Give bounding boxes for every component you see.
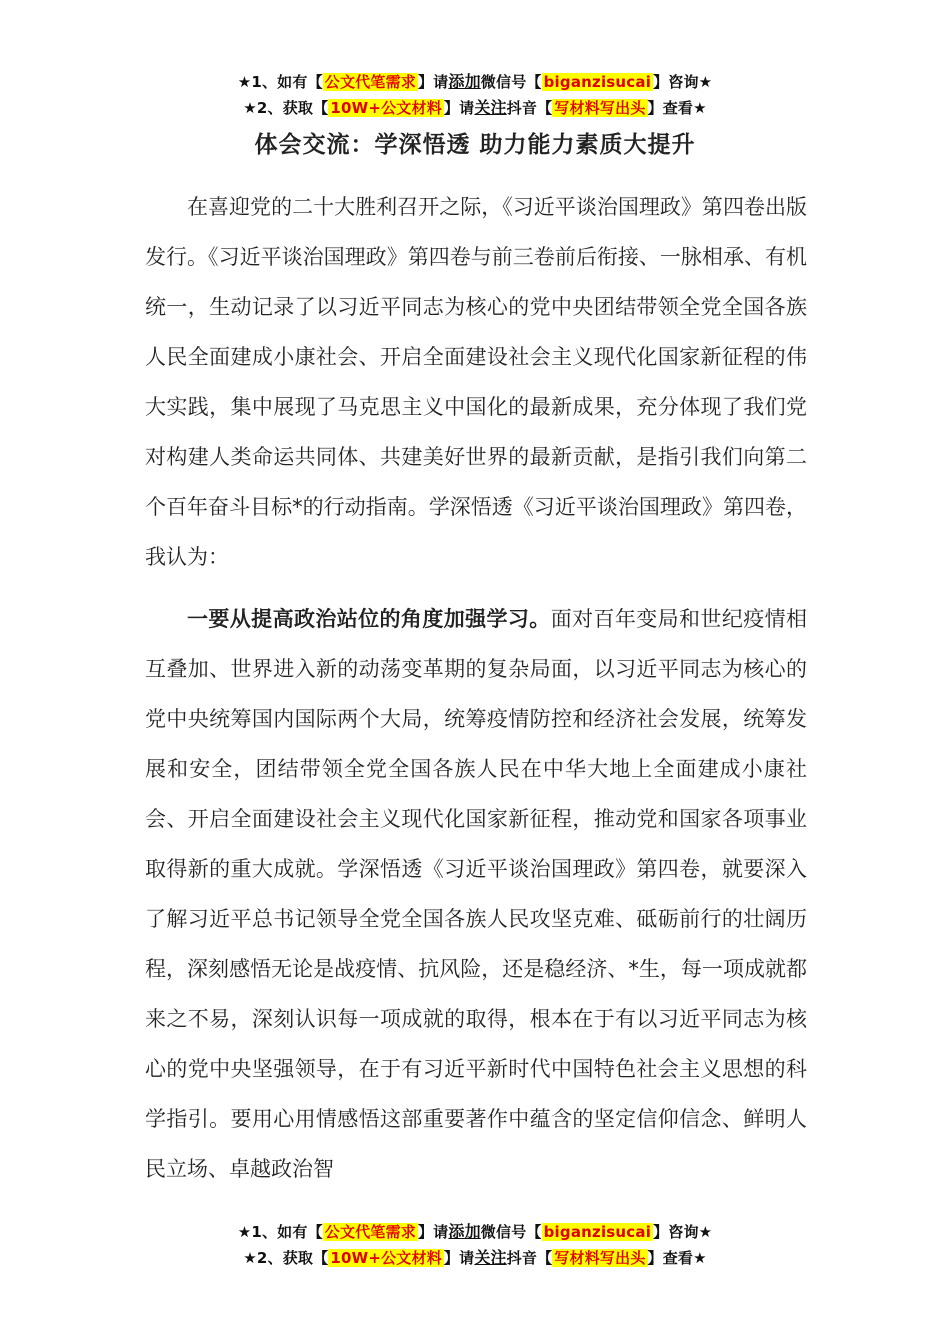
banner-text: 】请: [443, 1249, 475, 1267]
paragraph-point-one: [145, 594, 807, 1194]
banner-text: ★2、获取【: [243, 1249, 329, 1267]
banner-text: 】查看★: [647, 1249, 707, 1267]
banner-text: ★2、获取【: [243, 99, 329, 117]
highlight-wechat-id: biganzisucai: [543, 73, 652, 91]
document-title: 体会交流：学深悟透 助力能力素质大提升: [254, 132, 696, 158]
banner-text: 】咨询★: [653, 1223, 713, 1241]
banner-text: 】请: [417, 73, 449, 91]
banner-line-1: [0, 1219, 950, 1245]
banner-text: 微信号【: [480, 73, 542, 91]
highlight-account: 写材料写出头: [554, 1249, 646, 1267]
banner-text: ★1、如有【: [237, 73, 323, 91]
banner-text: 】请: [443, 99, 475, 117]
highlight-materials: 10W+公文材料: [330, 1249, 442, 1267]
banner-text: 】查看★: [647, 99, 707, 117]
emphasis-text: 添加: [448, 72, 481, 91]
banner-line-1: [0, 69, 950, 95]
highlight-wechat-id: biganzisucai: [543, 1223, 652, 1241]
paragraph-body: 面对百年变局和世纪疫情相互叠加、世界进入新的动荡变革期的复杂局面，以习近平同志为核心的党中央统筹国内国际两个大局，统筹疫情防控和经济社会发展，统筹发展和安全，团结带领全党全国各族人民在中华大地上全面建成小康社会、开启全面建设社会主义现代化国家新征程，推动党和国家各项事业取得新的重大成就。学深悟透《习近平谈治国理政》第四卷，就要深入了解习近平总书记领导全党全国各族人民攻坚克难、砥砺前行的壮阔历程，深刻感悟无论是战疫情、抗风险，还是稳经济、*生，每一项成就都来之不易，深刻认识每一项成就的取得，根本在于有以习近平同志为核心的党中央坚强领导，在于有习近平新时代中国特色社会主义思想的科学指引。要用心用情感悟这部重要著作中蕴含的坚定信仰信念、鲜明人民立场、卓越政治智: [145, 607, 808, 1181]
header-banner: [0, 69, 950, 121]
emphasis-text: 关注: [474, 98, 507, 117]
banner-line-2: [0, 1245, 950, 1271]
highlight-materials: 10W+公文材料: [330, 99, 442, 117]
paragraph-lead: 一要从提高政治站位的角度加强学习。: [187, 607, 551, 631]
banner-text: 抖音【: [506, 1249, 553, 1267]
footer-banner: [0, 1219, 950, 1271]
banner-text: ★1、如有【: [237, 1223, 323, 1241]
banner-text: 微信号【: [480, 1223, 542, 1241]
banner-text: 抖音【: [506, 99, 553, 117]
document-body: [145, 182, 807, 1194]
highlight-service: 公文代笔需求: [324, 1223, 416, 1241]
banner-text: 】请: [417, 1223, 449, 1241]
highlight-service: 公文代笔需求: [324, 73, 416, 91]
emphasis-text: 关注: [474, 1248, 507, 1267]
highlight-account: 写材料写出头: [554, 99, 646, 117]
banner-text: 】咨询★: [653, 73, 713, 91]
emphasis-text: 添加: [448, 1222, 481, 1241]
banner-line-2: [0, 95, 950, 121]
paragraph-intro: 在喜迎党的二十大胜利召开之际，《习近平谈治国理政》第四卷出版发行。《习近平谈治国理政》第四卷与前三卷前后衔接、一脉相承、有机统一，生动记录了以习近平同志为核心的党中央团结带领全党全国各族人民全面建成小康社会、开启全面建设社会主义现代化国家新征程的伟大实践，集中展现了马克思主义中国化的最新成果，充分体现了我们党对构建人类命运共同体、共建美好世界的最新贡献，是指引我们向第二个百年奋斗目标*的行动指南。学深悟透《习近平谈治国理政》第四卷，我认为：: [145, 195, 807, 569]
